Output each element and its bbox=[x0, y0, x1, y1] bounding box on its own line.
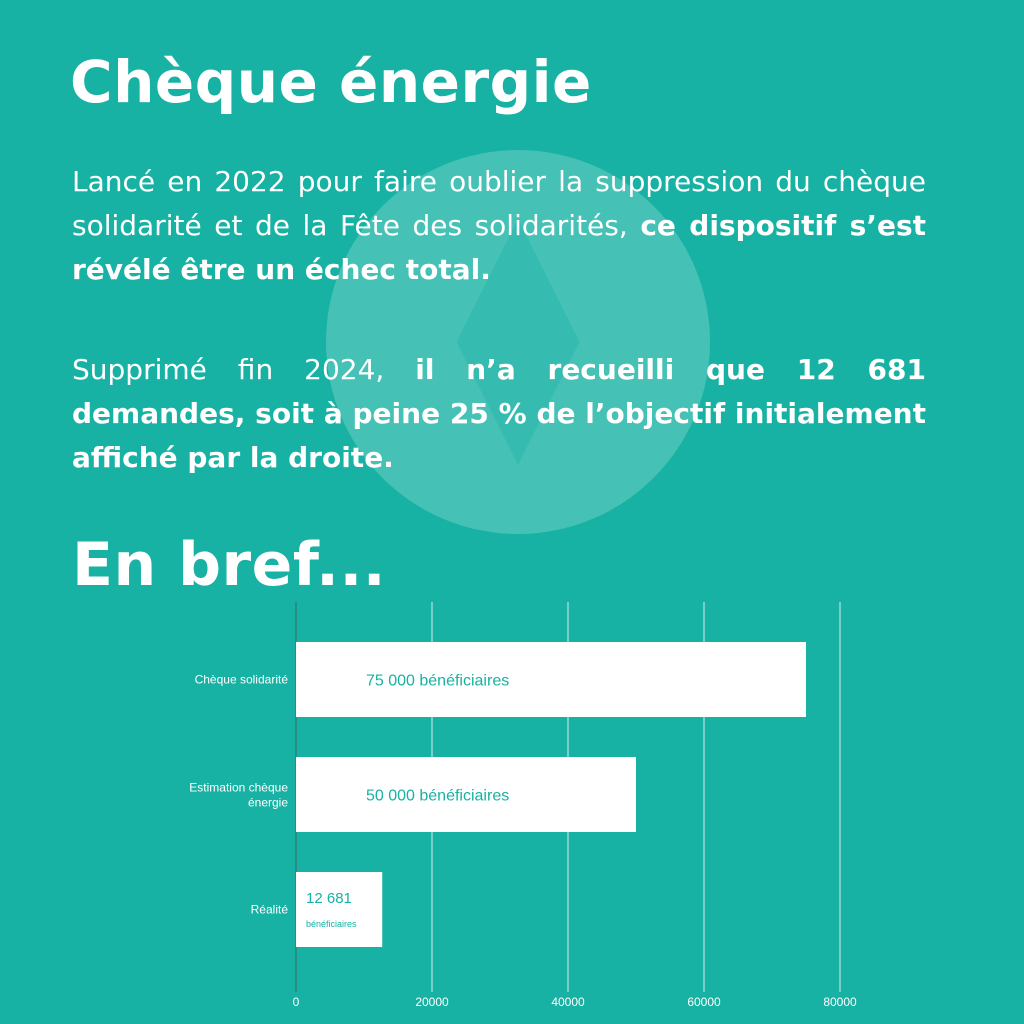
category-label: Estimation chèque énergie bbox=[189, 780, 288, 810]
paragraph-text: Supprimé fin 2024, bbox=[72, 353, 416, 386]
category-label: Réalité bbox=[250, 902, 288, 917]
bar-value-label: 12 681 bbox=[306, 890, 352, 907]
intro-paragraph-1 bbox=[72, 160, 926, 292]
page-title: Chèque énergie bbox=[70, 48, 592, 116]
bar-chart bbox=[0, 600, 1024, 1024]
bar-value-label: 75 000 bénéficiaires bbox=[366, 672, 510, 690]
category-label: Chèque solidarité bbox=[194, 672, 288, 687]
bar-value-label: 50 000 bénéficiaires bbox=[366, 787, 510, 805]
highlight-text: ce dispositif s’est révélé être un échec total. bbox=[72, 209, 927, 286]
x-tick-label: 80000 bbox=[823, 995, 857, 1009]
highlight-text: il n’a recueilli que 12 681 demandes, soit à peine 25 % de l’objectif initialement affiché par la droite. bbox=[72, 353, 926, 474]
paragraph-text: Lancé en 2022 pour faire oublier la suppression du chèque solidarité et de la Fête des solidarités, bbox=[72, 165, 926, 242]
x-tick-label: 60000 bbox=[687, 995, 721, 1009]
x-tick-label: 0 bbox=[292, 995, 300, 1009]
section-title: En bref... bbox=[72, 530, 387, 600]
intro-paragraph-2 bbox=[72, 348, 926, 480]
x-tick-label: 40000 bbox=[551, 995, 585, 1009]
bar bbox=[296, 872, 382, 947]
x-tick-label: 20000 bbox=[415, 995, 449, 1009]
bar-value-sublabel: bénéficiaires bbox=[306, 919, 357, 929]
